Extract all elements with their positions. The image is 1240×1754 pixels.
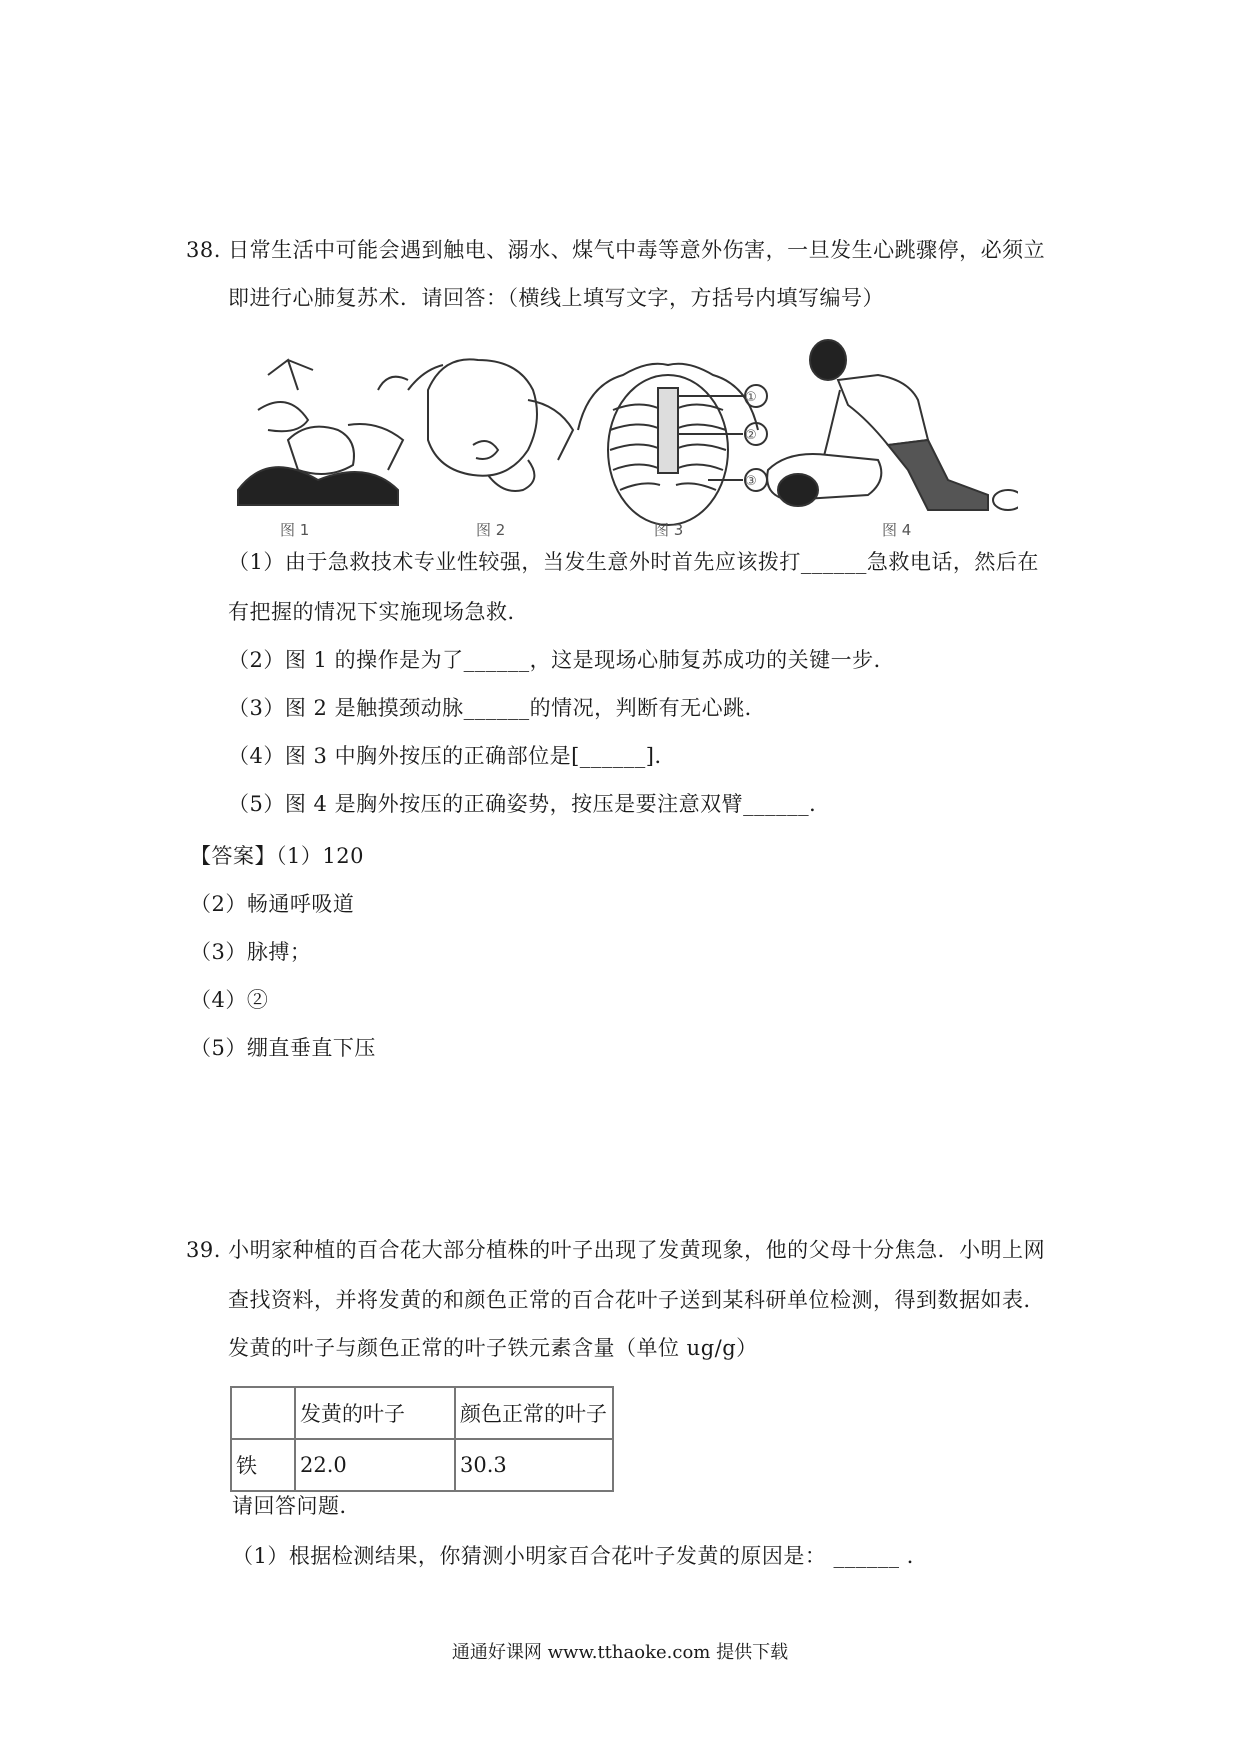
q38-sub1-line1: （1）由于急救技术专业性较强，当发生意外时首先应该拨打______急救电话，然后在 [228,550,1039,574]
q38-sub2: （2）图 1 的操作是为了______，这是现场心肺复苏成功的关键一步． [228,648,896,672]
label-1: ① [745,390,757,405]
table-header-cell [231,1387,295,1439]
q38-stem-line2: 即进行心肺复苏术．请回答：（横线上填写文字，方括号内填写编号） [228,286,884,310]
cpr-illustrations [228,330,1018,542]
q39-stem-line1: 39. 小明家种植的百合花大部分植株的叶子出现了发黄现象，他的父母十分焦急．小明上网 [186,1238,1046,1262]
q39-prompt: 请回答问题． [232,1494,361,1518]
q38-stem-line1: 38. 日常生活中可能会遇到触电、溺水、煤气中毒等意外伤害，一旦发生心跳骤停，必须立 [186,238,1046,262]
page-footer: 通通好课网 www.tthaoke.com 提供下载 [451,1642,789,1663]
figure-4-caption: 图 4 [882,521,912,539]
q38-sub1-line2: 有把握的情况下实施现场急救． [228,600,529,624]
q39-table-caption: 发黄的叶子与颜色正常的叶子铁元素含量（单位 ug/g） [228,1336,758,1360]
figure-1-caption: 图 1 [280,521,310,539]
label-3: ③ [745,474,757,489]
table-cell: 30.3 [455,1439,613,1491]
figure-2-caption: 图 2 [476,521,506,539]
answer-3: （3）脉搏； [190,940,312,964]
figure-1-airway-illustration [238,360,408,505]
answer-line-1 [190,842,364,870]
table-header-cell: 颜色正常的叶子 [455,1387,613,1439]
answer-5: （5）绷直垂直下压 [190,1036,376,1060]
table-cell: 铁 [231,1439,295,1491]
figure-4-compression-illustration [767,340,1018,510]
q39-stem-line2: 查找资料，并将发黄的和颜色正常的百合花叶子送到某科研单位检测，得到数据如表． [228,1288,1045,1312]
q38-sub5: （5）图 4 是胸外按压的正确姿势，按压是要注意双臂______． [228,792,831,816]
table-header-cell: 发黄的叶子 [295,1387,455,1439]
iron-content-table [230,1386,614,1492]
answer-4: （4）② [190,988,269,1012]
q39-sub1: （1）根据检测结果，你猜测小明家百合花叶子发黄的原因是： ______ ． [232,1544,929,1568]
table-header-row [231,1387,613,1439]
q38-sub3: （3）图 2 是触摸颈动脉______的情况，判断有无心跳． [228,696,767,720]
answer-2: （2）畅通呼吸道 [190,892,355,916]
answer-1: （1）120 [276,844,364,868]
q38-sub4: （4）图 3 中胸外按压的正确部位是[______]． [228,744,676,768]
label-2: ② [745,428,757,443]
table-row [231,1439,613,1491]
table-cell: 22.0 [295,1439,455,1491]
answer-label: 【答案】 [190,844,276,868]
cpr-figures [228,330,1018,542]
figure-3-ribcage-illustration [578,364,767,525]
figure-3-caption: 图 3 [654,521,684,539]
figure-2-pulse-illustration [408,359,573,491]
